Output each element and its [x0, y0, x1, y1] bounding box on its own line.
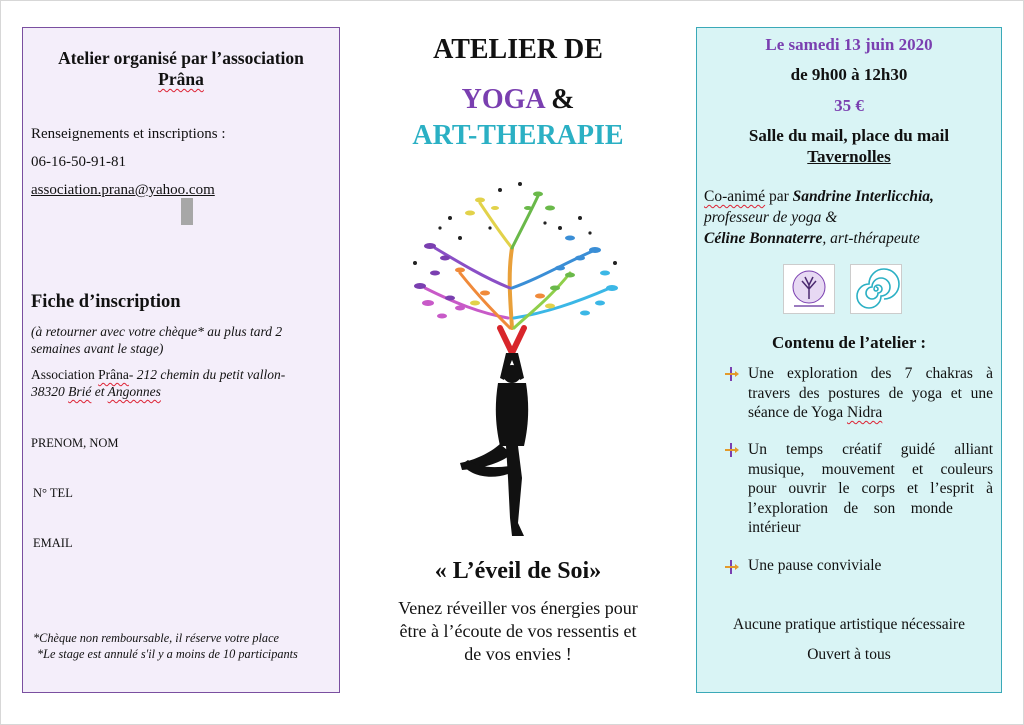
email-link[interactable]: association.prana@yahoo.com: [31, 182, 215, 198]
form-note-line1: (à retourner avec votre chèque* au plus tard 2: [31, 324, 283, 339]
footnote-cheque: *Chèque non remboursable, il réserve votre place: [33, 631, 279, 645]
field-email: EMAIL: [33, 536, 73, 550]
info-label: Renseignements et inscriptions :: [31, 126, 226, 142]
event-details-panel: [696, 27, 1002, 693]
prana-logo: [783, 264, 835, 314]
coanim-role1: professeur de yoga &: [704, 209, 838, 226]
description-line1: Venez réveiller vos énergies pour: [398, 598, 638, 618]
coanim-line1: Co-animé par Sandrine Interlicchia,: [704, 188, 934, 205]
association-name: Prâna: [158, 69, 204, 89]
address-line2: 38320 Brié et Angonnes: [31, 384, 161, 399]
no-practice-note: Aucune pratique artistique nécessaire: [733, 616, 965, 633]
tagline: « L’éveil de Soi»: [434, 558, 602, 584]
event-time: de 9h00 à 12h30: [790, 65, 908, 84]
footnote-cancel: *Le stage est annulé s'il y a moins de 10 participants: [37, 647, 298, 661]
arrow-bullet-icon: [725, 443, 739, 457]
description-line2: être à l’écoute de vos ressentis et: [399, 621, 637, 641]
title-art-therapie: ART-THERAPIE: [412, 120, 624, 151]
bullet-chakras: Une exploration des 7 chakras à travers des postures de yoga et une séance de Yoga Nidra: [748, 365, 993, 421]
text-cursor-marker: [181, 198, 193, 225]
event-date: Le samedi 13 juin 2020: [765, 35, 933, 54]
title-atelier: ATELIER DE: [433, 34, 603, 65]
open-to-all: Ouvert à tous: [807, 646, 891, 663]
arrow-bullet-icon: [725, 367, 739, 381]
arrow-bullet-icon: [725, 560, 739, 574]
registration-panel: [22, 27, 340, 693]
address-line1: Association Prâna- 212 chemin du petit vallon-: [31, 367, 286, 382]
field-name: PRENOM, NOM: [31, 436, 119, 450]
venue-line2: Tavernolles: [807, 147, 891, 166]
content-title: Contenu de l’atelier :: [771, 333, 927, 352]
phone-number: 06-16-50-91-81: [31, 154, 126, 170]
yoga-tree-illustration: [400, 178, 630, 540]
title-yoga-line: YOGA &: [461, 84, 575, 115]
description-line3: de vos envies !: [464, 644, 572, 664]
bullet-creative: Un temps créatif guidé alliant musique, mouvement et couleurs pour ouvrir le corps et l’esprit à l’exploration de son monde intérieur: [748, 441, 993, 536]
field-tel: N° TEL: [33, 486, 73, 500]
form-title: Fiche d’inscription: [31, 292, 181, 312]
coanim-line3: Céline Bonnaterre, art-thérapeute: [704, 230, 920, 247]
event-price: 35 €: [834, 96, 864, 115]
form-note-line2: semaines avant le stage): [31, 341, 164, 356]
venue-line1: Salle du mail, place du mail: [748, 126, 950, 145]
spiral-logo: [850, 264, 902, 314]
bullet-pause: Une pause conviviale: [748, 557, 882, 574]
organizer-header: Atelier organisé par l’association: [58, 48, 304, 68]
